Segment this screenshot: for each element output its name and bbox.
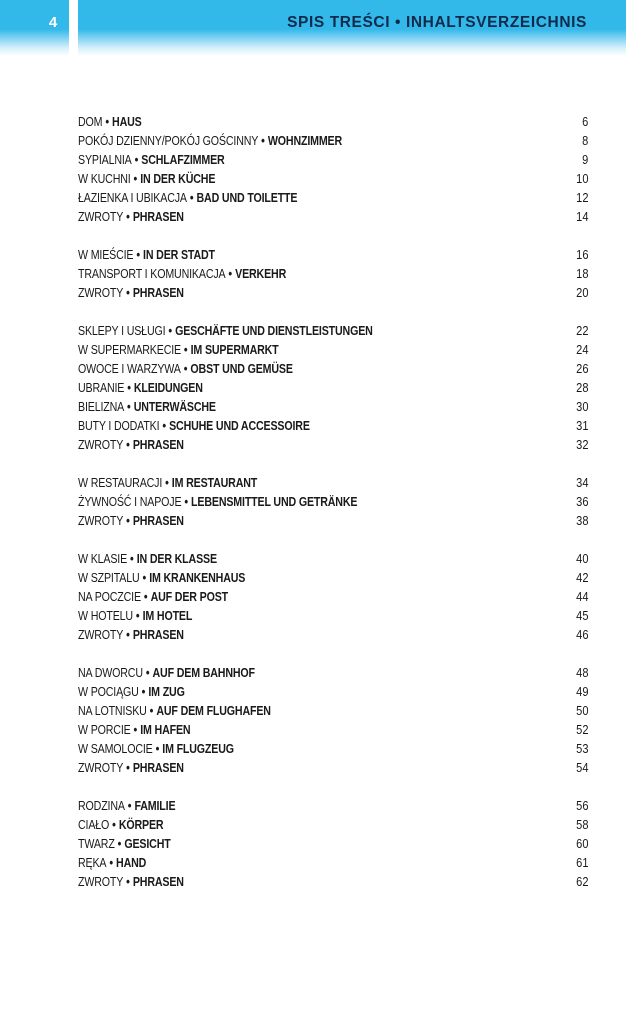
toc-entry-separator: • [138,684,149,699]
toc-entry-page-number: 9 [581,152,588,167]
toc-entry[interactable] [78,568,588,587]
toc-entry-page-number: 20 [575,285,588,300]
toc-entry[interactable] [78,378,588,397]
page-title: SPIS TREŚCI • INHALTSVERZEICHNIS [287,14,587,31]
toc-entry-polish: ZWROTY [78,760,124,775]
toc-entry[interactable] [78,150,588,169]
toc-entry-label [78,758,184,777]
toc-entry[interactable] [78,815,588,834]
toc-entry-page-number: 34 [575,475,588,490]
toc-entry-polish: TWARZ [78,836,115,851]
toc-entry[interactable] [78,321,588,340]
toc-entry[interactable] [78,207,588,226]
toc-entry-page-number: 49 [575,684,588,699]
toc-entry-separator: • [123,760,133,775]
toc-entry-label [78,568,245,587]
toc-entry-german: BAD UND TOILETTE [196,190,298,205]
toc-entry[interactable] [78,283,588,302]
toc-entry-separator: • [124,380,134,395]
toc-entry-separator: • [159,418,170,433]
toc-entry-polish: BUTY I DODATKI [78,418,160,433]
toc-entry-label [78,872,184,891]
toc-entry-label [78,796,175,815]
toc-entry[interactable] [78,549,588,568]
toc-entry-label [78,359,293,378]
toc-entry-label [78,549,217,568]
toc-entry-page-number: 31 [575,418,588,433]
toc-entry[interactable] [78,682,588,701]
toc-entry-polish: ŁAZIENKA I UBIKACJA [78,190,187,205]
toc-entry-german: SCHUHE UND ACCESSOIRE [169,418,310,433]
toc-entry-label [78,169,215,188]
toc-entry-page-number: 10 [575,171,588,186]
toc-entry-german: KLEIDUNGEN [133,380,203,395]
toc-entry-page-number: 53 [575,741,588,756]
toc-entry[interactable] [78,492,588,511]
toc-entry[interactable] [78,264,588,283]
toc-entry-german: GESCHÄFTE UND DIENSTLEISTUNGEN [175,323,373,338]
toc-entry-german: WOHNZIMMER [267,133,343,148]
toc-entry-separator: • [162,475,172,490]
toc-entry-polish: ZWROTY [78,513,124,528]
toc-entry-polish: W SAMOLOCIE [78,741,153,756]
toc-entry-label [78,473,257,492]
toc-entry[interactable] [78,796,588,815]
toc-entry-separator: • [146,703,157,718]
toc-entry-page-number: 44 [575,589,588,604]
toc-entry-separator: • [109,817,119,832]
toc-entry[interactable] [78,359,588,378]
toc-entry-label [78,435,184,454]
toc-entry-german: GESICHT [124,836,171,851]
toc-entry-polish: NA POCZCIE [78,589,141,604]
toc-section [78,245,588,302]
toc-entry-page-number: 48 [575,665,588,680]
toc-entry-page-number: 42 [575,570,588,585]
toc-entry-separator: • [142,665,153,680]
toc-entry-page-number: 8 [581,133,588,148]
toc-section [78,663,588,777]
toc-entry-label [78,207,184,226]
toc-entry[interactable] [78,720,588,739]
toc-entry[interactable] [78,397,588,416]
toc-entry-polish: W MIEŚCIE [78,247,134,262]
toc-entry-german: OBST UND GEMÜSE [190,361,293,376]
toc-entry[interactable] [78,872,588,891]
toc-entry-polish: W SZPITALU [78,570,140,585]
toc-entry-page-number: 60 [575,836,588,851]
toc-entry[interactable] [78,606,588,625]
toc-entry-separator: • [123,874,133,889]
toc-entry-page-number: 36 [575,494,588,509]
toc-entry-polish: OWOCE I WARZYWA [78,361,181,376]
toc-entry-polish: NA DWORCU [78,665,143,680]
toc-entry[interactable] [78,169,588,188]
toc-entry-polish: W HOTELU [78,608,133,623]
toc-entry-page-number: 52 [575,722,588,737]
toc-entry-label [78,701,271,720]
toc-entry-polish: TRANSPORT I KOMUNIKACJA [78,266,226,281]
toc-entry-german: FAMILIE [134,798,176,813]
toc-entry-label [78,245,215,264]
toc-entry-page-number: 54 [575,760,588,775]
toc-entry-german: IM RESTAURANT [171,475,258,490]
toc-entry-polish: CIAŁO [78,817,110,832]
toc-entry-german: PHRASEN [132,627,184,642]
toc-entry[interactable] [78,739,588,758]
toc-entry-polish: W KUCHNI [78,171,131,186]
toc-entry-page-number: 22 [575,323,588,338]
toc-entry-separator: • [124,798,135,813]
toc-entry-label [78,150,225,169]
toc-entry-german: IM KRANKENHAUS [149,570,246,585]
toc-entry-german: PHRASEN [132,760,184,775]
toc-entry-separator: • [152,741,163,756]
toc-entry[interactable] [78,416,588,435]
toc-entry-separator: • [123,437,133,452]
toc-entry-german: PHRASEN [132,513,184,528]
toc-entry-polish: W SUPERMARKECIE [78,342,181,357]
toc-entry-label [78,416,310,435]
toc-entry-label [78,739,234,758]
toc-entry-polish: ZWROTY [78,874,124,889]
toc-entry-polish: BIELIZNA [78,399,125,414]
toc-entry-german: IM HOTEL [142,608,193,623]
toc-entry[interactable] [78,245,588,264]
toc-entry-german: AUF DEM FLUGHAFEN [156,703,271,718]
toc-entry-polish: SKLEPY I USŁUGI [78,323,166,338]
toc-entry-german: IM FLUGZEUG [162,741,234,756]
toc-entry-page-number: 61 [575,855,588,870]
toc-entry-separator: • [186,190,197,205]
toc-entry[interactable] [78,511,588,530]
toc-entry-page-number: 6 [581,114,588,129]
toc-entry-label [78,511,184,530]
toc-entry-label [78,720,190,739]
page-header [0,0,626,58]
toc-entry-polish: ZWROTY [78,209,124,224]
toc-entry-german: AUF DER POST [150,589,228,604]
toc-entry-page-number: 56 [575,798,588,813]
toc-entry-separator: • [165,323,176,338]
toc-entry-separator: • [106,855,117,870]
toc-entry-german: KÖRPER [118,817,164,832]
toc-entry-separator: • [130,171,141,186]
toc-entry-separator: • [131,152,142,167]
toc-entry-german: IM ZUG [148,684,185,699]
toc-entry-polish: UBRANIE [78,380,125,395]
toc-entry-german: IN DER KLASSE [136,551,217,566]
toc-entry-separator: • [123,627,133,642]
toc-entry-german: AUF DEM BAHNHOF [152,665,255,680]
toc-entry-polish: RODZINA [78,798,125,813]
toc-entry-separator: • [132,608,143,623]
toc-entry-polish: DOM [78,114,103,129]
toc-entry-page-number: 18 [575,266,588,281]
toc-entry-polish: NA LOTNISKU [78,703,147,718]
toc-entry[interactable] [78,473,588,492]
toc-entry-polish: W PORCIE [78,722,131,737]
toc-entry-separator: • [123,285,133,300]
toc-entry-german: HAUS [112,114,142,129]
toc-section [78,112,588,226]
toc-entry-german: IM SUPERMARKT [190,342,279,357]
toc-entry-german: UNTERWÄSCHE [133,399,216,414]
toc-entry-label [78,283,184,302]
toc-entry-polish: ZWROTY [78,437,124,452]
toc-entry[interactable] [78,625,588,644]
toc-entry[interactable] [78,701,588,720]
toc-entry-label [78,131,342,150]
toc-entry-german: IM HAFEN [140,722,191,737]
toc-entry-polish: ZWROTY [78,627,124,642]
toc-entry[interactable] [78,758,588,777]
toc-entry-page-number: 32 [575,437,588,452]
toc-entry-page-number: 50 [575,703,588,718]
toc-entry-separator: • [123,209,133,224]
toc-entry-label [78,340,279,359]
toc-entry-label [78,663,255,682]
toc-entry-polish: W KLASIE [78,551,128,566]
toc-entry-separator: • [180,342,191,357]
toc-entry[interactable] [78,435,588,454]
toc-entry[interactable] [78,112,588,131]
toc-entry-page-number: 12 [575,190,588,205]
page-number: 4 [48,14,58,31]
toc-entry-polish: ŻYWNOŚĆ I NAPOJE [78,494,182,509]
toc-section [78,473,588,530]
toc-entry-german: HAND [116,855,147,870]
toc-entry-separator: • [123,513,133,528]
toc-entry-separator: • [140,589,151,604]
toc-entry-page-number: 40 [575,551,588,566]
toc-entry-page-number: 30 [575,399,588,414]
toc-entry[interactable] [78,188,588,207]
toc-entry-page-number: 46 [575,627,588,642]
toc-entry-label [78,397,216,416]
toc-entry-page-number: 16 [575,247,588,262]
toc-entry-label [78,834,171,853]
toc-entry-german: IN DER STADT [143,247,215,262]
toc-entry-polish: SYPIALNIA [78,152,132,167]
toc-entry-separator: • [139,570,150,585]
toc-entry-polish: POKÓJ DZIENNY/POKÓJ GOŚCINNY [78,133,259,148]
toc-entry-page-number: 14 [575,209,588,224]
toc-entry-label [78,112,142,131]
toc-entry-german: PHRASEN [132,874,184,889]
toc-entry[interactable] [78,340,588,359]
toc-entry-separator: • [181,494,192,509]
toc-entry[interactable] [78,131,588,150]
toc-entry-page-number: 62 [575,874,588,889]
toc-entry-german: VERKEHR [235,266,287,281]
toc-entry-label [78,188,297,207]
toc-entry-page-number: 24 [575,342,588,357]
toc-entry-german: PHRASEN [132,209,184,224]
toc-entry-label [78,492,357,511]
toc-entry-page-number: 58 [575,817,588,832]
toc-entry-separator: • [102,114,113,129]
toc-entry-polish: W POCIĄGU [78,684,139,699]
toc-entry-separator: • [127,551,137,566]
toc-entry-label [78,321,373,340]
toc-entry-separator: • [225,266,236,281]
toc-entry-label [78,682,185,701]
toc-entry-separator: • [258,133,268,148]
toc-entry-page-number: 45 [575,608,588,623]
toc-entry-german: PHRASEN [132,437,184,452]
toc-section [78,321,588,454]
toc-entry[interactable] [78,834,588,853]
toc-entry-german: IN DER KÜCHE [140,171,216,186]
toc-entry-separator: • [124,399,134,414]
toc-entry-polish: W RESTAURACJI [78,475,163,490]
toc-entry-german: LEBENSMITTEL UND GETRÄNKE [191,494,358,509]
toc-entry-label [78,587,228,606]
toc-entry-polish: ZWROTY [78,285,124,300]
toc-entry-label [78,853,146,872]
toc-entry-page-number: 38 [575,513,588,528]
toc-entry-polish: RĘKA [78,855,107,870]
toc-entry[interactable] [78,663,588,682]
toc-entry-separator: • [180,361,191,376]
toc-entry-german: PHRASEN [132,285,184,300]
toc-entry-label [78,625,184,644]
toc-entry-separator: • [133,247,144,262]
toc-entry-page-number: 28 [575,380,588,395]
table-of-contents [78,112,588,910]
toc-section [78,549,588,644]
toc-entry-separator: • [114,836,125,851]
toc-entry-label [78,378,203,397]
toc-entry-label [78,815,163,834]
toc-section [78,796,588,891]
toc-entry[interactable] [78,853,588,872]
toc-entry-label [78,606,192,625]
toc-entry-label [78,264,286,283]
toc-entry-page-number: 26 [575,361,588,376]
toc-entry[interactable] [78,587,588,606]
toc-entry-german: SCHLAFZIMMER [141,152,225,167]
toc-entry-separator: • [130,722,141,737]
